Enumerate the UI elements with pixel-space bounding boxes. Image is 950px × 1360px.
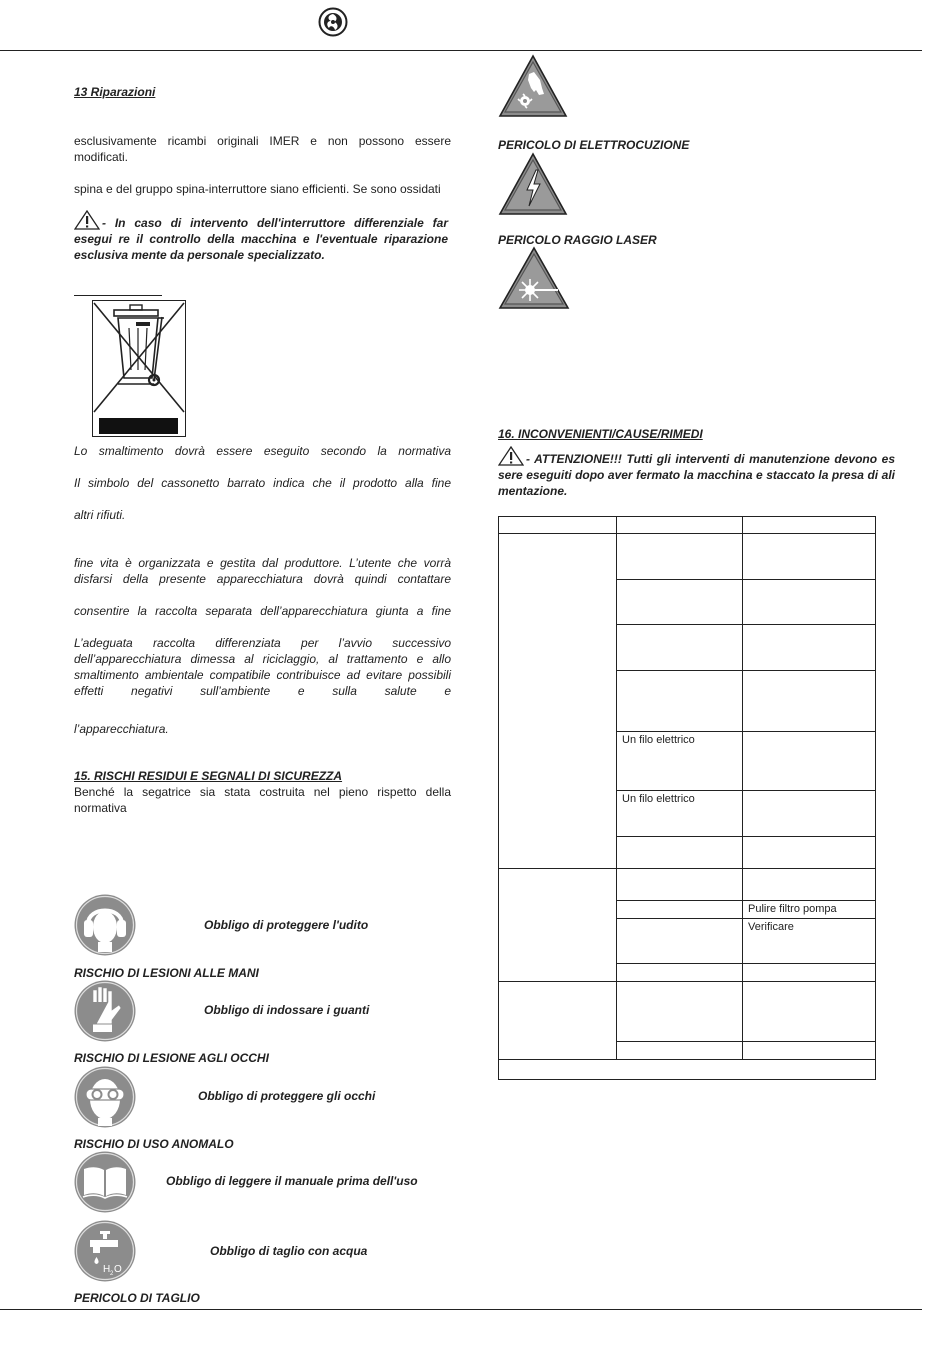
disposal-paragraph-7: l’apparecchiatura.	[74, 722, 169, 736]
water-tap-icon	[74, 1220, 136, 1282]
table-col-divider-1	[616, 516, 617, 1060]
obligation-eyes-text: Obbligo di proteggere gli occhi	[198, 1089, 376, 1103]
hearing-protection-icon	[74, 894, 136, 956]
obligation-hearing-text: Obbligo di proteggere l'udito	[204, 918, 369, 932]
risk-hands-label: RISCHIO DI LESIONI ALLE MANI	[74, 966, 259, 980]
risk-eyes-label: RISCHIO DI LESIONE AGLI OCCHI	[74, 1051, 269, 1065]
laser-hazard-label: PERICOLO RAGGIO LASER	[498, 233, 657, 247]
table-cell-cause: Un filo elettrico	[622, 734, 695, 746]
logo-icon	[318, 7, 348, 37]
section-13-paragraph-2: spina e del gruppo spina-interruttore siano efficienti. Se sono ossidati	[74, 182, 441, 196]
table-cell-cause: Un filo elettrico	[622, 793, 695, 805]
section-13-paragraph-1: esclusivamente ricambi originali IMER e non possono essere modificati.	[74, 134, 451, 164]
disposal-paragraph-1: Lo smaltimento dovrà essere eseguito secondo la normativa	[74, 444, 451, 458]
section-13-title: 13 Riparazioni	[74, 85, 156, 99]
disposal-paragraph-4: fine vita è organizzata e gestita dal produttore. L’utente che vorrà disfarsi della presente apparecchiatura dovrà quindi contattare	[74, 556, 451, 586]
table-group-rule-3	[498, 1059, 876, 1060]
table-row-rule	[616, 624, 876, 625]
table-row-rule	[616, 900, 876, 901]
header-rule	[0, 50, 922, 51]
table-row-rule	[616, 731, 876, 732]
h2o-oxygen: O	[114, 1264, 122, 1275]
table-row-rule	[616, 670, 876, 671]
table-group-rule-2	[498, 981, 876, 982]
eye-protection-icon	[74, 1066, 136, 1128]
table-row-rule	[616, 918, 876, 919]
table-row-rule	[616, 790, 876, 791]
risk-misuse-label: RISCHIO DI USO ANOMALO	[74, 1137, 234, 1151]
disposal-paragraph-6: L’adeguata raccolta differenziata per l’avvio successivo dell’apparecchiatura dimessa al riciclaggio, al trattamento e allo smaltimento ambientale compatibile contribuisce ad evitare possibili effetti negativi sull’ambiente e sulla salute e	[74, 636, 451, 698]
risk-cut-label: PERICOLO DI TAGLIO	[74, 1291, 200, 1305]
manual-icon	[74, 1151, 136, 1213]
table-group-rule-1	[498, 868, 876, 869]
table-row-rule	[616, 836, 876, 837]
section-15-paragraph-1: Benché la segatrice sia stata costruita nel pieno rispetto della normativa	[74, 785, 451, 815]
electrocution-hazard-label: PERICOLO DI ELETTROCUZIONE	[498, 138, 690, 152]
warning-triangle-icon	[74, 210, 100, 230]
disposal-short-rule	[74, 295, 162, 296]
table-row-rule	[616, 963, 876, 964]
h2o-label: H	[103, 1264, 111, 1275]
laser-hazard-icon	[498, 246, 570, 310]
footer-rule	[0, 1309, 922, 1310]
obligation-manual-text: Obbligo di leggere il manuale prima dell'uso	[166, 1174, 418, 1188]
differential-warning-text: - In caso di intervento dell'interruttore differenziale far esegui re il controllo della macchina e l'eventuale riparazione esclusiva mente da personale specializzato.	[74, 216, 448, 262]
table-col-divider-2	[742, 516, 743, 1060]
table-cell-remedy: Pulire filtro pompa	[748, 903, 837, 915]
maintenance-attention-text: - ATTENZIONE!!! Tutti gli interventi di manutenzione devono es sere eseguiti dopo aver fermato la macchina e staccato la presa di ali mentazione.	[498, 452, 895, 498]
h2o-subscript: 2	[110, 1271, 114, 1277]
table-row-rule	[616, 579, 876, 580]
table-cell-remedy: Verificare	[748, 921, 794, 933]
section-15-title: 15. RISCHI RESIDUI E SEGNALI DI SICUREZZA	[74, 769, 343, 783]
gloves-icon	[74, 980, 136, 1042]
section-16-title: 16. INCONVENIENTI/CAUSE/RIMEDI	[498, 427, 703, 441]
differential-warning	[74, 210, 448, 263]
disposal-paragraph-5: consentire la raccolta separata dell’apparecchiatura giunta a fine	[74, 604, 451, 618]
obligation-water-text: Obbligo di taglio con acqua	[210, 1244, 368, 1258]
disposal-paragraph-2: Il simbolo del cassonetto barrato indica che il prodotto alla fine	[74, 476, 451, 490]
hand-cut-hazard-icon	[498, 54, 568, 118]
electric-hazard-icon	[498, 152, 568, 216]
table-header-rule	[498, 533, 876, 534]
table-row-rule	[616, 1041, 876, 1042]
warning-triangle-icon	[498, 446, 524, 466]
obligation-gloves-text: Obbligo di indossare i guanti	[204, 1003, 370, 1017]
disposal-paragraph-3: altri rifiuti.	[74, 508, 126, 522]
maintenance-attention	[498, 446, 895, 499]
crossed-bin-icon	[92, 300, 186, 437]
